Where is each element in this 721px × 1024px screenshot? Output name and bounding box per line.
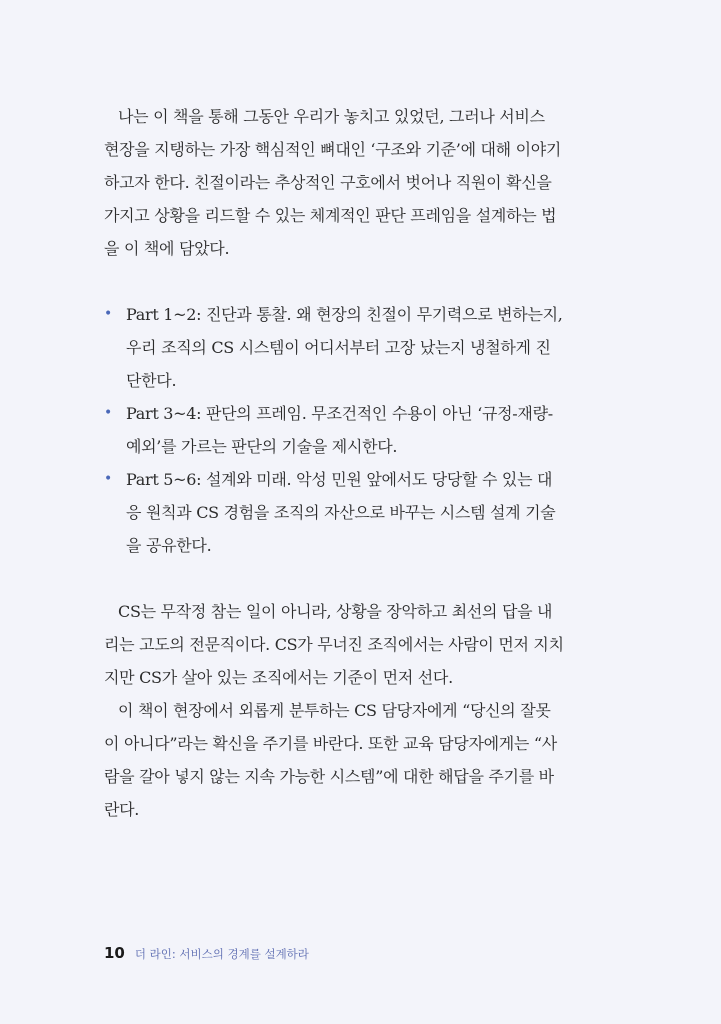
text-line: 예외’를 가르는 판단의 기술을 제시한다.	[126, 437, 398, 456]
bullet-item-part-5-6	[104, 463, 604, 562]
text-line: 이 아니다”라는 확신을 주기를 바란다. 또한 교육 담당자에게는 “사	[104, 734, 557, 753]
page-footer	[104, 944, 309, 968]
closing-paragraph-2	[104, 694, 604, 826]
paragraph-gap	[104, 265, 604, 298]
bullet-item-part-3-4	[104, 397, 604, 463]
bullet-item-part-1-2	[104, 298, 604, 397]
text-line: 현장을 지탱하는 가장 핵심적인 뼈대인 ‘구조와 기준’에 대해 이야기	[104, 140, 562, 159]
intro-paragraph	[104, 100, 604, 265]
text-line: 응 원칙과 CS 경험을 조직의 자산으로 바꾸는 시스템 설계 기술	[126, 503, 556, 522]
text-line: 란다.	[104, 800, 140, 819]
closing-paragraph-1	[104, 595, 604, 694]
text-line: Part 1~2: 진단과 통찰. 왜 현장의 친절이 무기력으로 변하는지,	[126, 305, 563, 324]
text-line: 을 이 책에 담았다.	[104, 239, 230, 258]
running-title: 더 라인: 서비스의 경계를 설계하라	[134, 947, 309, 961]
bullet-list	[104, 298, 604, 562]
text-line: 단한다.	[126, 371, 177, 390]
text-line: 나는 이 책을 통해 그동안 우리가 놓치고 있었던, 그러나 서비스	[118, 107, 545, 126]
text-line: 이 책이 현장에서 외롭게 분투하는 CS 담당자에게 “당신의 잘못	[118, 701, 551, 720]
text-line: 하고자 한다. 친절이라는 추상적인 구호에서 벗어나 직원이 확신을	[104, 173, 552, 192]
bullet-dot-icon: •	[104, 471, 113, 487]
text-line: 우리 조직의 CS 시스템이 어디서부터 고장 났는지 냉철하게 진	[126, 338, 551, 357]
page-number: 10	[104, 944, 125, 962]
bullet-dot-icon: •	[104, 306, 113, 322]
text-line: 지만 CS가 살아 있는 조직에서는 기준이 먼저 선다.	[104, 668, 453, 687]
text-line: Part 5~6: 설계와 미래. 악성 민원 앞에서도 당당할 수 있는 대	[126, 470, 553, 489]
text-line: 리는 고도의 전문직이다. CS가 무너진 조직에서는 사람이 먼저 지치	[104, 635, 564, 654]
text-line: 람을 갈아 넣지 않는 지속 가능한 시스템”에 대한 해답을 주기를 바	[104, 767, 554, 786]
paragraph-gap	[104, 562, 604, 595]
bullet-dot-icon: •	[104, 405, 113, 421]
text-line: 을 공유한다.	[126, 536, 212, 555]
text-line: Part 3~4: 판단의 프레임. 무조건적인 수용이 아닌 ‘규정-재량-	[126, 404, 553, 423]
text-line: 가지고 상황을 리드할 수 있는 체계적인 판단 프레임을 설계하는 법	[104, 206, 557, 225]
body-text	[104, 100, 604, 826]
text-line: CS는 무작정 참는 일이 아니라, 상황을 장악하고 최선의 답을 내	[118, 602, 553, 621]
